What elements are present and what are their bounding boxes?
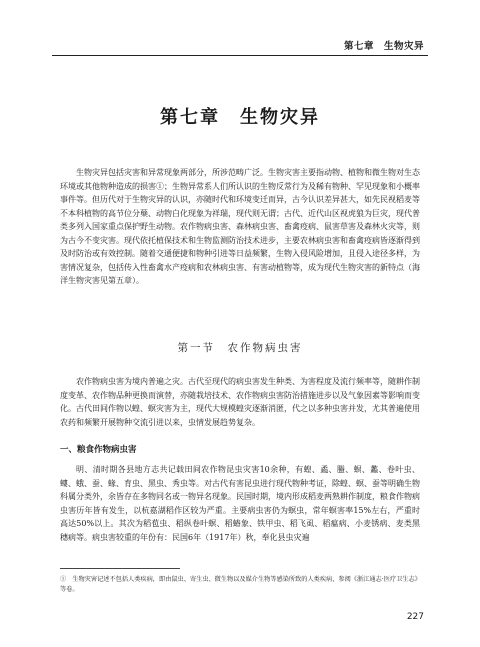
- grain-pests-paragraph: 明、清时期各县地方志共记载田间农作物昆虫灾害10余种，有蝗、蟊、螣、螟、蠡、卷叶虫、螻、蛾、蚕、蝝、育虫、黑虫、秀虫等。对古代有害昆虫进行现代物种考证，除蝗、螟、蚕等明确生物科属分类外，余皆存在多物同名或一物异名现象。民国时期，境内形成稻麦两熟耕作制度，粮食作物病虫害历年皆有发生，以杭嘉湖稻作区较为严重。主要病虫害仍为螟虫，常年螟害率15%左右，严重时高达50%以上。其次为稻苞虫、稻纵卷叶螟、稻蝽象、铁甲虫、稻飞虱、稻瘟病、小麦锈病、麦类黑穗病等。病虫害较重的年份有：民国6年（1917年）秋，奉化县虫灾遍: [60, 465, 420, 542]
- subsection-heading: 一、粮食作物病虫害: [60, 445, 137, 455]
- page-number: 227: [406, 612, 424, 622]
- running-header: 第七章 生物灾异: [343, 41, 424, 52]
- intro-paragraph: 生物灾异包括灾害和异常现象两部分，所涉范畴广泛。生物灾害主要指动物、植物和微生物对生态环境或其他物种造成的损害①；生物异常系人们所认识的生物反常行为及稀有物种、罕见现象和小概率事件等。但历代对于生物灾异的认识，亦随时代和环境变迁而异，古今认识差异甚大，如先民视稻麦等不本科植物的高节位分蘖、动物白化现象为祥瑞，现代则无谓；古代、近代山区视虎狼为巨灾，现代普类多列入国家重点保护野生动物。农作物病虫害、森林病虫害、畜禽疫病、鼠害草害及森林火灾等，则为古今不变灾害。现代依托植保技术和生物监测防治技术进步，主要农林病虫害和畜禽疫病皆逐渐得到及时防治或有效控制。随着交通便捷和物种引进等日益频繁，生物入侵风险增加，且侵入途径多样，为害情况复杂，包括传入性畜禽水产疫病和农林病虫害、有害动植物等，成为现代生物灾害的新特点（海洋生物灾害见第五章）。: [60, 168, 420, 285]
- section-heading: 第一节 农作物病虫害: [177, 342, 303, 354]
- header-rule: [52, 55, 428, 56]
- chapter-title: 第七章 生物灾异: [160, 107, 320, 128]
- footnote-rule: [60, 568, 180, 569]
- section-paragraph: 农作物病虫害为境内普遍之灾。古代至现代的病虫害发生种类、为害程度及流行频率等，随耕作制度变革、农作物品种更换而演替，亦随栽培技术、农作物病虫害防治措施进步以及气象因素等影响而变化。古代田间作物以蝗、螟灾害为主，现代大规模蝗灾逐渐消匿，代之以多种虫害并发，尤其普遍使用农药和频繁开展物种交流引进以来，虫情发展趋势复杂。: [60, 377, 420, 427]
- footnote: ① 生物灾害记述不包括人类疾病，即由鼠虫、寄生虫、微生物以及媒介生物等感染所致的人类疾病，参阅《浙江通志·医疗卫生志》等卷。: [60, 576, 418, 593]
